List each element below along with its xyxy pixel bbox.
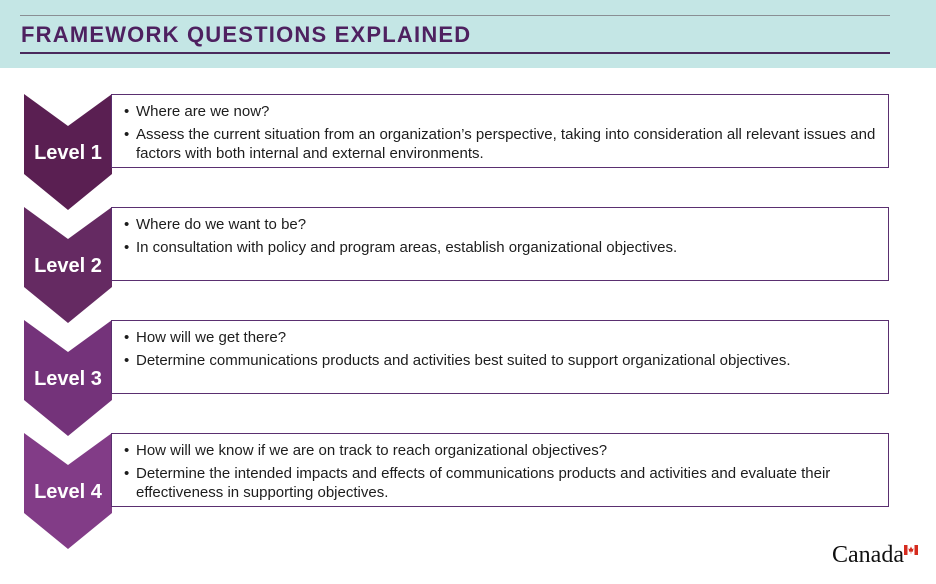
list-item (124, 215, 876, 234)
bullet-icon: • (124, 442, 130, 459)
level-2-row (0, 207, 936, 329)
canada-flag-icon (904, 545, 918, 555)
bullet-text: In consultation with policy and program areas, establish organizational objectives. (136, 239, 678, 256)
page-title: FRAMEWORK QUESTIONS EXPLAINED (21, 22, 472, 47)
header-banner (0, 0, 936, 68)
bullet-icon: • (124, 126, 130, 143)
level-1-row (0, 94, 936, 216)
list-item (124, 238, 876, 257)
canada-wordmark-text: Canada (832, 542, 904, 568)
list-item (124, 125, 876, 163)
level-1-label: Level 1 (34, 142, 102, 164)
list-item (124, 441, 876, 460)
level-1-box (111, 94, 889, 168)
level-3-label: Level 3 (34, 368, 102, 390)
level-4-label: Level 4 (34, 481, 102, 503)
header-rule-top (20, 15, 890, 16)
bullet-icon: • (124, 465, 130, 482)
list-item (124, 351, 876, 370)
level-2-box (111, 207, 889, 281)
canada-wordmark-logo (832, 542, 922, 570)
bullet-text: Where do we want to be? (136, 216, 307, 233)
list-item (124, 328, 876, 347)
bullet-icon: • (124, 216, 130, 233)
level-3-row (0, 320, 936, 442)
level-4-box (111, 433, 889, 507)
bullet-text: Determine communications products and activities best suited to support organizational objectives. (136, 352, 791, 369)
bullet-text: Determine the intended impacts and effects of communications products and activities and evaluate their effectiveness in supporting objectives. (136, 465, 831, 501)
list-item (124, 102, 876, 121)
bullet-icon: • (124, 329, 130, 346)
bullet-text: How will we get there? (136, 329, 287, 346)
header-rule-bottom (20, 52, 890, 54)
bullet-text: Where are we now? (136, 103, 270, 120)
level-2-label: Level 2 (34, 255, 102, 277)
level-4-row (0, 433, 936, 555)
level-3-box (111, 320, 889, 394)
bullet-text: Assess the current situation from an organization’s perspective, taking into consideration all relevant issues and factors with both internal and external environments. (136, 126, 876, 162)
bullet-icon: • (124, 239, 130, 256)
bullet-icon: • (124, 352, 130, 369)
bullet-text: How will we know if we are on track to reach organizational objectives? (136, 442, 608, 459)
list-item (124, 464, 876, 502)
bullet-icon: • (124, 103, 130, 120)
